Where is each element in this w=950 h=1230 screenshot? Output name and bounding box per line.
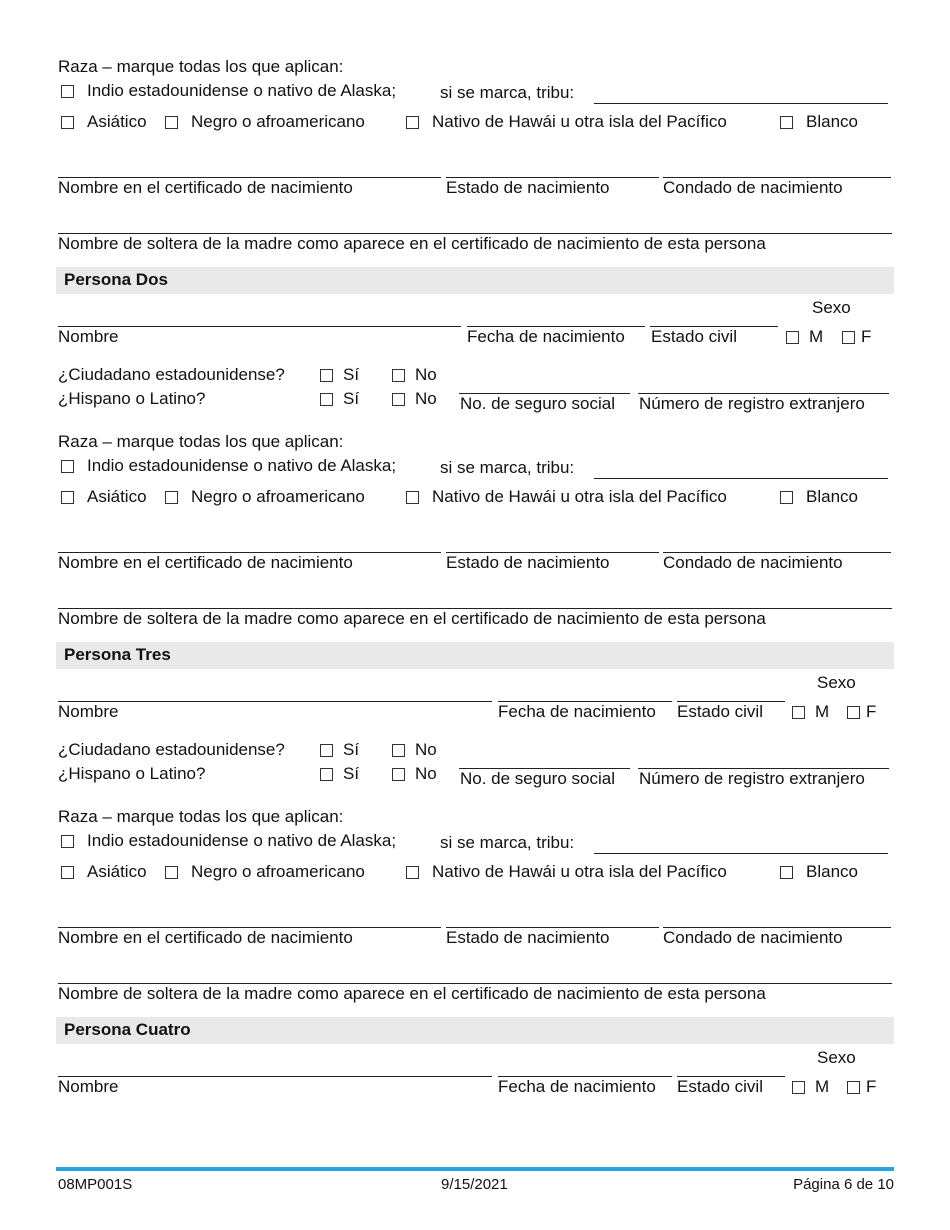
race-black-checkbox-3[interactable] bbox=[165, 866, 178, 879]
citizen-no-label-2: No bbox=[415, 365, 437, 384]
marital-label-2: Estado civil bbox=[651, 327, 737, 346]
hispanic-label-2: ¿Hispano o Latino? bbox=[58, 389, 206, 408]
dob-label-4: Fecha de nacimiento bbox=[498, 1077, 656, 1096]
section-title-person-three: Persona Tres bbox=[64, 645, 171, 664]
race-black-checkbox-2[interactable] bbox=[165, 491, 178, 504]
section-header-person-three bbox=[56, 642, 894, 669]
birth-state-label-3: Estado de nacimiento bbox=[446, 928, 610, 947]
hispanic-yes-checkbox-3[interactable] bbox=[320, 768, 333, 781]
sex-female-label-3: F bbox=[866, 702, 877, 721]
footer-rule bbox=[56, 1167, 894, 1171]
birth-cert-name-label-3: Nombre en el certificado de nacimiento bbox=[58, 928, 353, 947]
race-white-checkbox-2[interactable] bbox=[780, 491, 793, 504]
tribe-label-2: si se marca, tribu: bbox=[440, 458, 575, 477]
race-prompt-3: Raza – marque todas los que aplican: bbox=[58, 807, 344, 826]
birth-cert-name-label-2: Nombre en el certificado de nacimiento bbox=[58, 553, 353, 572]
race-hawaiian-label-2: Nativo de Hawái u otra isla del Pacífico bbox=[432, 487, 727, 506]
mother-maiden-label-1: Nombre de soltera de la madre como aparece en el certificado de nacimiento de esta persona bbox=[58, 234, 766, 253]
race-native-label-1: Indio estadounidense o nativo de Alaska; bbox=[87, 81, 397, 100]
race-asian-label-2: Asiático bbox=[87, 487, 147, 506]
race-native-label-3: Indio estadounidense o nativo de Alaska; bbox=[87, 831, 397, 850]
footer-page-number: Página 6 de 10 bbox=[793, 1176, 894, 1193]
hispanic-label-3: ¿Hispano o Latino? bbox=[58, 764, 206, 783]
name-label-2: Nombre bbox=[58, 327, 119, 346]
section-header-person-four bbox=[56, 1017, 894, 1044]
race-black-checkbox-1[interactable] bbox=[165, 116, 178, 129]
race-native-checkbox-2[interactable] bbox=[61, 460, 74, 473]
birth-state-label-2: Estado de nacimiento bbox=[446, 553, 610, 572]
citizen-label-2: ¿Ciudadano estadounidense? bbox=[58, 365, 285, 384]
race-asian-checkbox-1[interactable] bbox=[61, 116, 74, 129]
sex-female-checkbox-3[interactable] bbox=[847, 706, 860, 719]
hispanic-no-checkbox-2[interactable] bbox=[392, 393, 405, 406]
citizen-no-checkbox-2[interactable] bbox=[392, 369, 405, 382]
birth-state-label-1: Estado de nacimiento bbox=[446, 178, 610, 197]
race-white-checkbox-3[interactable] bbox=[780, 866, 793, 879]
race-white-label-1: Blanco bbox=[806, 112, 858, 131]
birth-county-label-1: Condado de nacimiento bbox=[663, 178, 843, 197]
tribe-label-3: si se marca, tribu: bbox=[440, 833, 575, 852]
race-black-label-3: Negro o afroamericano bbox=[191, 862, 365, 881]
birth-county-label-3: Condado de nacimiento bbox=[663, 928, 843, 947]
sex-female-checkbox-2[interactable] bbox=[842, 331, 855, 344]
footer-date: 9/15/2021 bbox=[441, 1176, 508, 1193]
dob-label-3: Fecha de nacimiento bbox=[498, 702, 656, 721]
ssn-label-2: No. de seguro social bbox=[460, 394, 615, 413]
citizen-yes-checkbox-2[interactable] bbox=[320, 369, 333, 382]
tribe-label-1: si se marca, tribu: bbox=[440, 83, 575, 102]
birth-county-label-2: Condado de nacimiento bbox=[663, 553, 843, 572]
race-asian-label-3: Asiático bbox=[87, 862, 147, 881]
sex-male-checkbox-3[interactable] bbox=[792, 706, 805, 719]
sex-male-label-4: M bbox=[815, 1077, 830, 1096]
section-title-person-four: Persona Cuatro bbox=[64, 1020, 191, 1039]
hispanic-no-label-3: No bbox=[415, 764, 437, 783]
sex-label-4: Sexo bbox=[817, 1048, 856, 1067]
tribe-field-2[interactable] bbox=[594, 478, 888, 479]
race-native-checkbox-1[interactable] bbox=[61, 85, 74, 98]
tribe-field-3[interactable] bbox=[594, 853, 888, 854]
hispanic-no-label-2: No bbox=[415, 389, 437, 408]
citizen-no-checkbox-3[interactable] bbox=[392, 744, 405, 757]
section-header-person-two bbox=[56, 267, 894, 294]
sex-male-label-3: M bbox=[815, 702, 830, 721]
race-native-label-2: Indio estadounidense o nativo de Alaska; bbox=[87, 456, 397, 475]
race-hawaiian-label-1: Nativo de Hawái u otra isla del Pacífico bbox=[432, 112, 727, 131]
name-label-3: Nombre bbox=[58, 702, 119, 721]
race-hawaiian-checkbox-1[interactable] bbox=[406, 116, 419, 129]
mother-maiden-label-3: Nombre de soltera de la madre como aparece en el certificado de nacimiento de esta persona bbox=[58, 984, 766, 1003]
race-prompt-2: Raza – marque todas los que aplican: bbox=[58, 432, 344, 451]
citizen-no-label-3: No bbox=[415, 740, 437, 759]
section-title-person-two: Persona Dos bbox=[64, 270, 168, 289]
race-asian-checkbox-3[interactable] bbox=[61, 866, 74, 879]
sex-female-checkbox-4[interactable] bbox=[847, 1081, 860, 1094]
name-label-4: Nombre bbox=[58, 1077, 119, 1096]
race-black-label-1: Negro o afroamericano bbox=[191, 112, 365, 131]
alien-label-3: Número de registro extranjero bbox=[639, 769, 865, 788]
race-asian-label-1: Asiático bbox=[87, 112, 147, 131]
citizen-yes-label-2: Sí bbox=[343, 365, 360, 384]
marital-label-3: Estado civil bbox=[677, 702, 763, 721]
ssn-label-3: No. de seguro social bbox=[460, 769, 615, 788]
race-white-label-2: Blanco bbox=[806, 487, 858, 506]
name-field-3[interactable] bbox=[58, 701, 492, 702]
sex-female-label-2: F bbox=[861, 327, 872, 346]
tribe-field-1[interactable] bbox=[594, 103, 888, 104]
hispanic-no-checkbox-3[interactable] bbox=[392, 768, 405, 781]
citizen-yes-label-3: Sí bbox=[343, 740, 360, 759]
race-hawaiian-checkbox-2[interactable] bbox=[406, 491, 419, 504]
race-white-checkbox-1[interactable] bbox=[780, 116, 793, 129]
citizen-yes-checkbox-3[interactable] bbox=[320, 744, 333, 757]
hispanic-yes-label-3: Sí bbox=[343, 764, 360, 783]
sex-female-label-4: F bbox=[866, 1077, 877, 1096]
race-native-checkbox-3[interactable] bbox=[61, 835, 74, 848]
race-prompt-1: Raza – marque todas los que aplican: bbox=[58, 57, 344, 76]
sex-male-checkbox-2[interactable] bbox=[786, 331, 799, 344]
footer-form-id: 08MP001S bbox=[58, 1176, 133, 1193]
dob-label-2: Fecha de nacimiento bbox=[467, 327, 625, 346]
birth-cert-name-label-1: Nombre en el certificado de nacimiento bbox=[58, 178, 353, 197]
citizen-label-3: ¿Ciudadano estadounidense? bbox=[58, 740, 285, 759]
sex-male-checkbox-4[interactable] bbox=[792, 1081, 805, 1094]
sex-label-2: Sexo bbox=[812, 298, 851, 317]
sex-label-3: Sexo bbox=[817, 673, 856, 692]
alien-label-2: Número de registro extranjero bbox=[639, 394, 865, 413]
marital-label-4: Estado civil bbox=[677, 1077, 763, 1096]
race-hawaiian-checkbox-3[interactable] bbox=[406, 866, 419, 879]
name-field-4[interactable] bbox=[58, 1076, 492, 1077]
race-black-label-2: Negro o afroamericano bbox=[191, 487, 365, 506]
race-white-label-3: Blanco bbox=[806, 862, 858, 881]
race-hawaiian-label-3: Nativo de Hawái u otra isla del Pacífico bbox=[432, 862, 727, 881]
hispanic-yes-checkbox-2[interactable] bbox=[320, 393, 333, 406]
sex-male-label-2: M bbox=[809, 327, 824, 346]
race-asian-checkbox-2[interactable] bbox=[61, 491, 74, 504]
mother-maiden-label-2: Nombre de soltera de la madre como aparece en el certificado de nacimiento de esta persona bbox=[58, 609, 766, 628]
hispanic-yes-label-2: Sí bbox=[343, 389, 360, 408]
